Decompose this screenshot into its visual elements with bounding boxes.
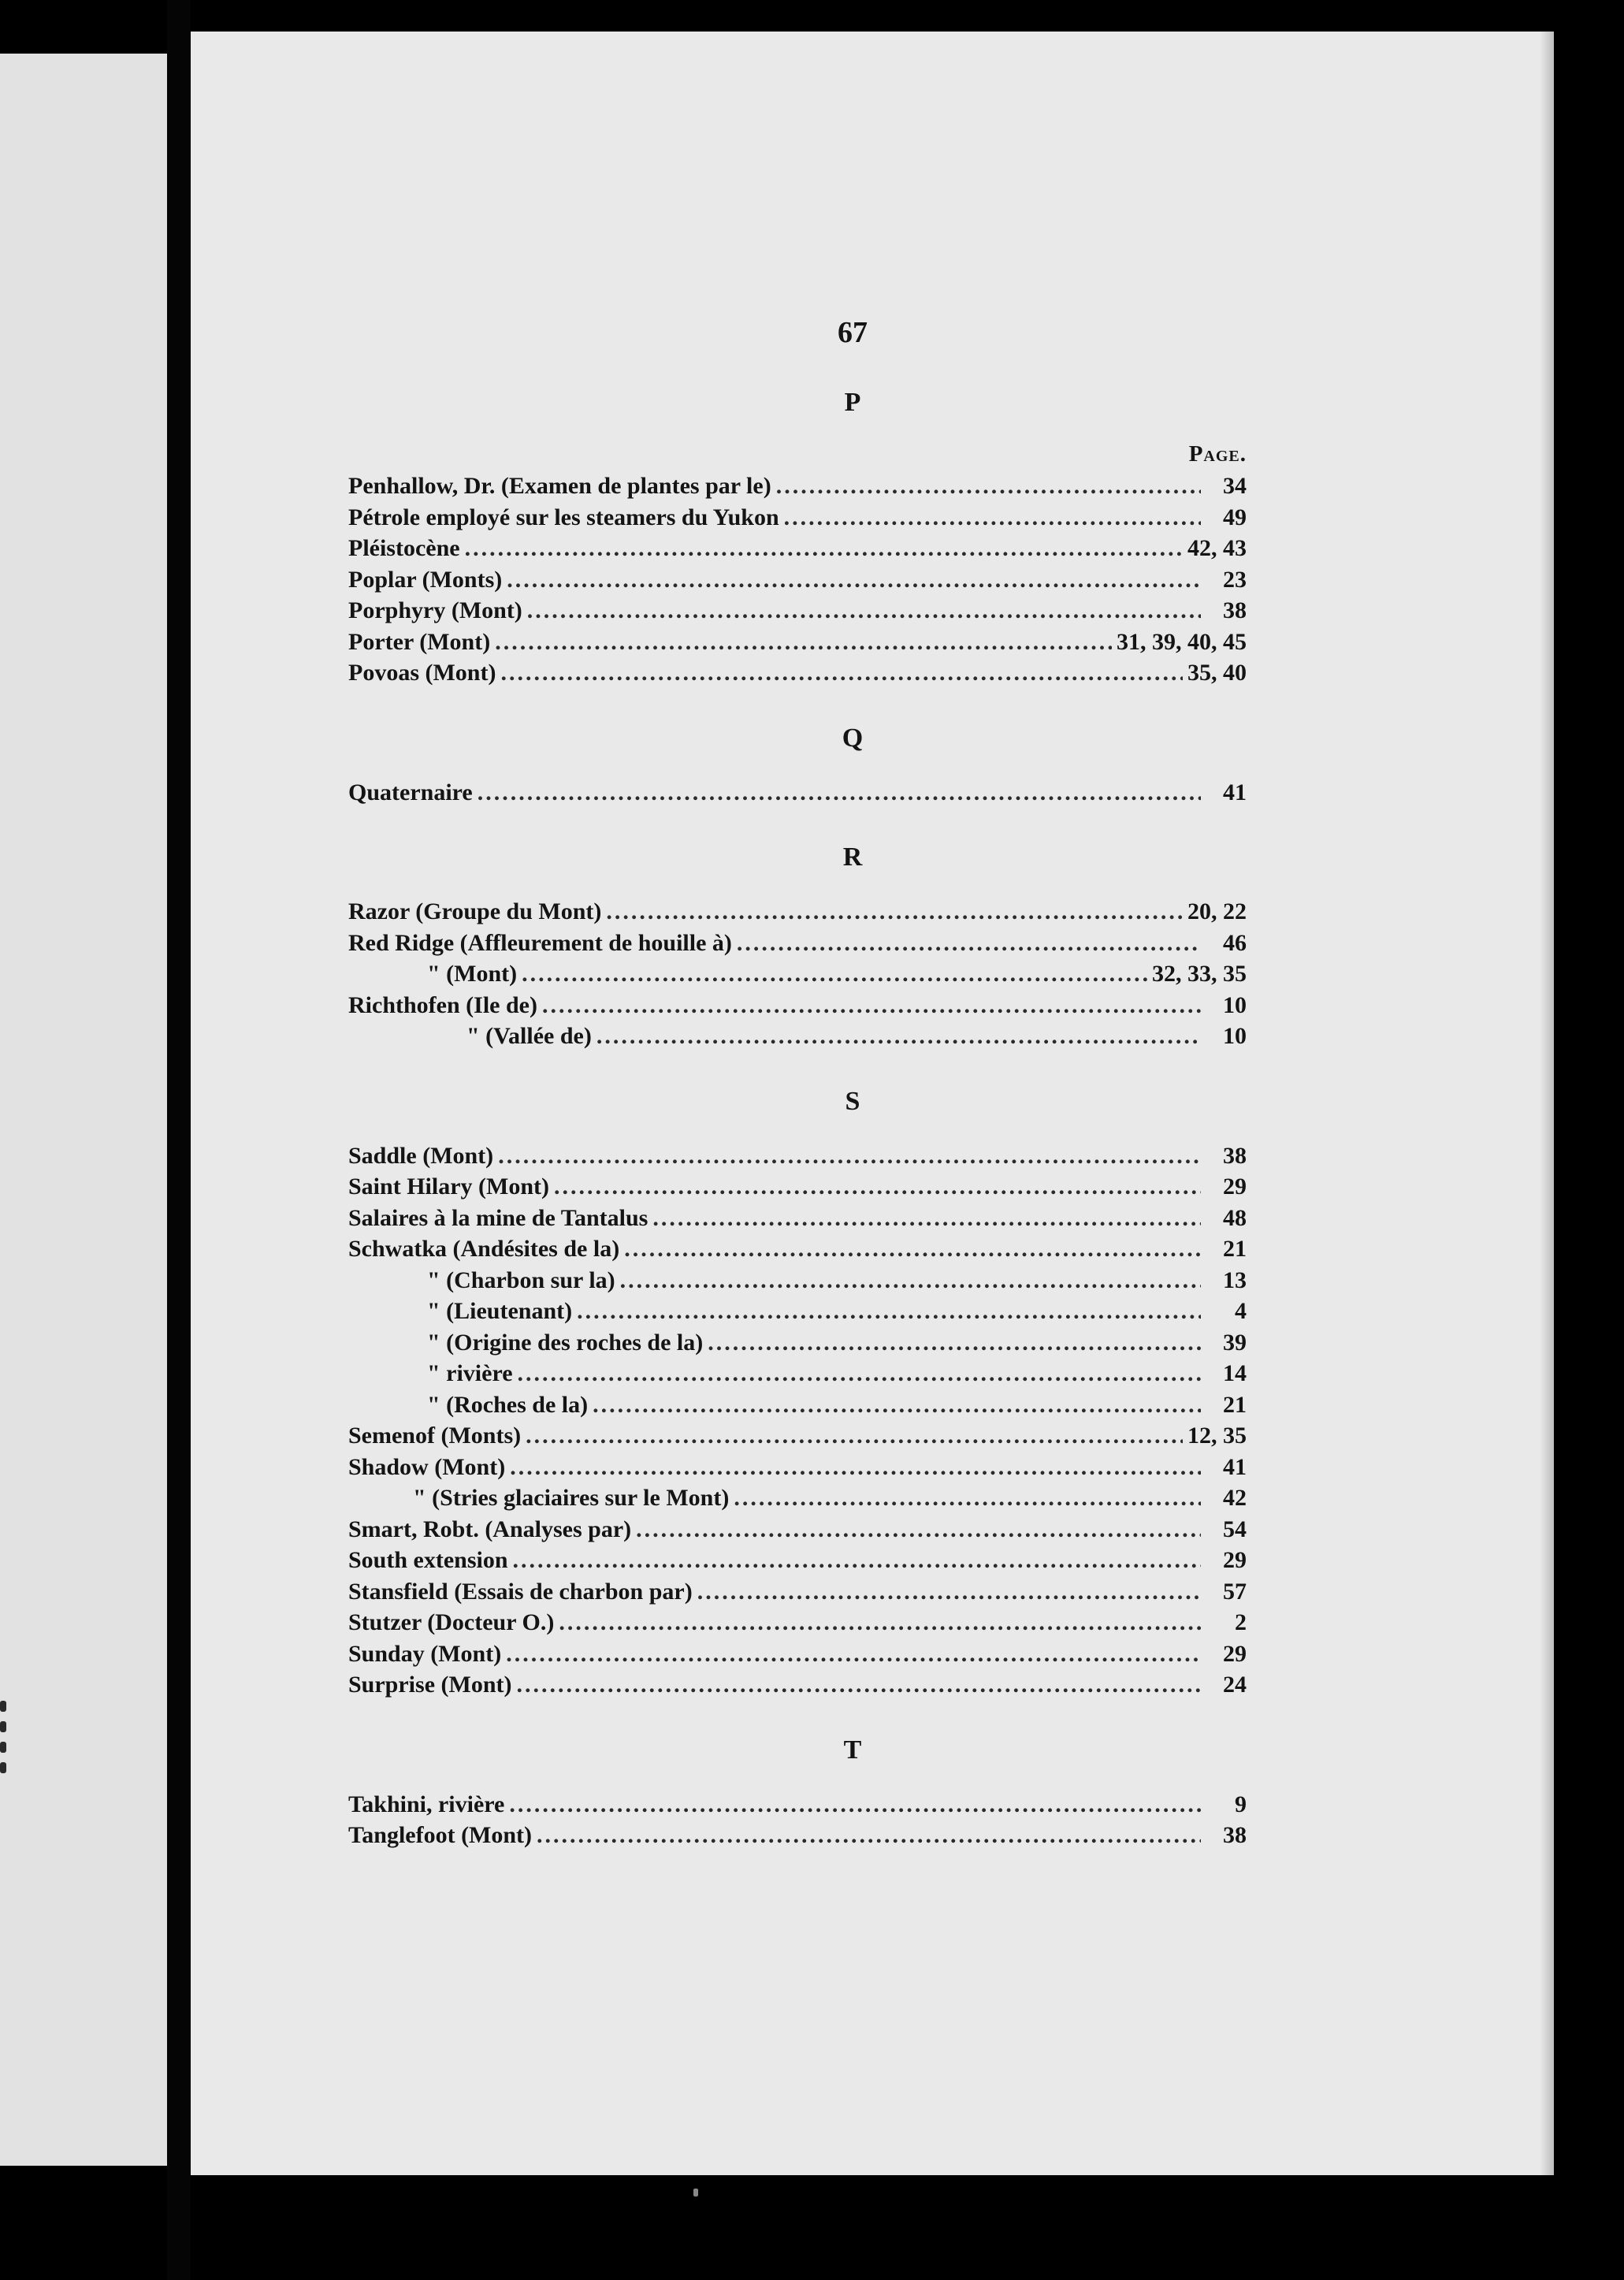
index-page: [191, 32, 1554, 2175]
index-entry: [348, 1389, 1247, 1421]
leader-dots: [596, 1021, 1201, 1052]
index-entry: [348, 1669, 1247, 1701]
index-entry: [348, 1420, 1247, 1452]
index-entry: [348, 533, 1247, 564]
leader-dots: [513, 1545, 1201, 1576]
entry-pages: 38: [1223, 597, 1247, 623]
entry-pages: 4: [1235, 1298, 1247, 1324]
entry-label: " (Charbon sur la): [427, 1266, 615, 1293]
leader-dots: [652, 1203, 1201, 1234]
entry-label: Takhini, rivière: [348, 1791, 505, 1817]
left-page-edge: [0, 54, 167, 2166]
leader-dots: [737, 928, 1201, 959]
section-letter-q: Q: [842, 723, 864, 753]
leader-dots: [498, 1140, 1201, 1172]
leader-dots: [527, 595, 1201, 627]
leader-dots: [478, 777, 1201, 809]
page-number: 67: [838, 316, 868, 349]
entry-label: Povoas (Mont): [348, 660, 496, 686]
entry-label: Red Ridge (Affleurement de houille à): [348, 929, 732, 956]
entry-label: Richthofen (Ile de): [348, 991, 537, 1018]
entry-label: " (Origine des roches de la): [427, 1329, 704, 1356]
entry-label: Sunday (Mont): [348, 1640, 502, 1667]
entry-label: Saint Hilary (Mont): [348, 1173, 549, 1200]
entry-label: " (Mont): [427, 961, 518, 987]
leader-dots: [495, 627, 1112, 658]
entry-pages: 21: [1223, 1391, 1247, 1418]
entry-pages: 39: [1223, 1329, 1247, 1356]
entry-pages: 10: [1223, 991, 1247, 1018]
leader-dots: [465, 533, 1183, 564]
index-sections: [348, 388, 1247, 1865]
entry-label: Porter (Mont): [348, 628, 491, 655]
entry-pages: 24: [1223, 1672, 1247, 1698]
leader-dots: [559, 1607, 1201, 1638]
entry-label: Porphyry (Mont): [348, 597, 522, 623]
index-entry: [348, 471, 1247, 502]
entry-pages: 23: [1223, 566, 1247, 593]
index-entry: [348, 1171, 1247, 1203]
entry-pages: 41: [1223, 779, 1247, 805]
leader-dots: [516, 1669, 1201, 1701]
entry-label: Stutzer (Docteur O.): [348, 1609, 555, 1635]
entry-pages: 42, 43: [1187, 535, 1247, 561]
leader-dots: [620, 1265, 1201, 1296]
leader-dots: [577, 1296, 1201, 1327]
index-entry: [348, 1296, 1247, 1327]
entry-pages: 2: [1235, 1609, 1247, 1635]
index-entry: [348, 958, 1247, 990]
index-entry: [348, 564, 1247, 596]
index-entry: [348, 1638, 1247, 1670]
entry-label: Surprise (Mont): [348, 1672, 512, 1698]
leader-dots: [542, 990, 1201, 1021]
entry-label: Smart, Robt. (Analyses par): [348, 1516, 632, 1542]
entry-pages: 21: [1223, 1236, 1247, 1262]
entry-label: Quaternaire: [348, 779, 473, 805]
entry-pages: 29: [1223, 1173, 1247, 1200]
entry-pages: 48: [1223, 1204, 1247, 1231]
index-entry: [348, 1203, 1247, 1234]
index-entry: [348, 595, 1247, 627]
section-letter-r: R: [842, 842, 863, 872]
leader-dots: [784, 502, 1201, 534]
index-entry: [348, 1327, 1247, 1359]
leader-dots: [522, 958, 1147, 990]
entry-label: Penhallow, Dr. (Examen de plantes par le): [348, 473, 771, 499]
index-entry: [348, 896, 1247, 928]
index-entry: [348, 1021, 1247, 1052]
entry-pages: 32, 33, 35: [1152, 961, 1247, 987]
leader-dots: [697, 1576, 1201, 1608]
leader-dots: [776, 471, 1201, 502]
entry-pages: 20, 22: [1187, 898, 1247, 924]
leader-dots: [606, 896, 1183, 928]
entry-label: Schwatka (Andésites de la): [348, 1236, 620, 1262]
entry-pages: 41: [1223, 1453, 1247, 1480]
entry-label: " (Roches de la): [427, 1391, 589, 1418]
entry-pages: 49: [1223, 504, 1247, 530]
index-entry: [348, 1514, 1247, 1545]
index-entry: [348, 1452, 1247, 1483]
leader-dots: [518, 1358, 1201, 1389]
entry-pages: 34: [1223, 473, 1247, 499]
index-entry: [348, 657, 1247, 689]
entry-pages: 46: [1223, 929, 1247, 956]
index-entry: [348, 1233, 1247, 1265]
entry-label: " (Lieutenant): [427, 1298, 573, 1324]
leader-dots: [509, 1789, 1201, 1821]
page-speck: [693, 2189, 698, 2196]
entry-pages: 13: [1223, 1266, 1247, 1293]
leader-dots: [708, 1327, 1201, 1359]
leader-dots: [526, 1420, 1183, 1452]
entry-label: Salaires à la mine de Tantalus: [348, 1204, 648, 1231]
entry-pages: 14: [1223, 1360, 1247, 1386]
index-entry: [348, 1265, 1247, 1296]
entry-label: Pétrole employé sur les steamers du Yukon: [348, 504, 779, 530]
section-letter-s: S: [845, 1086, 860, 1116]
entry-label: Shadow (Mont): [348, 1453, 506, 1480]
index-entry: [348, 928, 1247, 959]
entry-pages: 10: [1223, 1023, 1247, 1049]
index-entry: [348, 1789, 1247, 1821]
entry-pages: 29: [1223, 1640, 1247, 1667]
entry-pages: 29: [1223, 1547, 1247, 1573]
index-entry: [348, 777, 1247, 809]
index-entry: [348, 1820, 1247, 1851]
entry-label: Poplar (Monts): [348, 566, 503, 593]
leader-dots: [593, 1389, 1201, 1421]
entry-label: " (Vallée de): [466, 1023, 592, 1049]
entry-label: " (Stries glaciaires sur le Mont): [413, 1485, 730, 1511]
entry-label: Stansfield (Essais de charbon par): [348, 1578, 693, 1605]
entry-label: Razor (Groupe du Mont): [348, 898, 602, 924]
entry-pages: 38: [1223, 1142, 1247, 1169]
index-entry: [348, 1576, 1247, 1608]
entry-label: Saddle (Mont): [348, 1142, 494, 1169]
entry-label: " rivière: [427, 1360, 513, 1386]
leader-dots: [734, 1482, 1201, 1514]
leader-dots: [506, 1638, 1201, 1670]
leader-dots: [537, 1820, 1201, 1851]
index-entry: [348, 627, 1247, 658]
entry-pages: 57: [1223, 1578, 1247, 1605]
entry-pages: 38: [1223, 1822, 1247, 1848]
entry-pages: 31, 39, 40, 45: [1117, 628, 1247, 655]
entry-label: South extension: [348, 1547, 508, 1573]
entry-pages: 12, 35: [1187, 1423, 1247, 1449]
leader-dots: [624, 1233, 1201, 1265]
index-entry: [348, 1607, 1247, 1638]
section-letter-p: P: [844, 388, 861, 417]
leader-dots: [500, 657, 1183, 689]
leader-dots: [636, 1514, 1201, 1545]
index-entry: [348, 1140, 1247, 1172]
index-entry: [348, 1482, 1247, 1514]
index-content: [348, 315, 1247, 1865]
left-page-margin-marks: [0, 1701, 8, 1783]
entry-pages: 42: [1223, 1485, 1247, 1511]
leader-dots: [554, 1171, 1201, 1203]
entry-pages: 54: [1223, 1516, 1247, 1542]
index-entry: [348, 502, 1247, 534]
book-gutter: [167, 0, 191, 2280]
index-entry: [348, 1545, 1247, 1576]
leader-dots: [507, 564, 1201, 596]
entry-label: Semenof (Monts): [348, 1423, 522, 1449]
section-letter-t: T: [843, 1735, 862, 1765]
entry-pages: 35, 40: [1187, 660, 1247, 686]
entry-pages: 9: [1235, 1791, 1247, 1817]
entry-label: Pléistocène: [348, 535, 460, 561]
page-column-heading: Page.: [1188, 441, 1247, 467]
leader-dots: [510, 1452, 1201, 1483]
index-entry: [348, 990, 1247, 1021]
entry-label: Tanglefoot (Mont): [348, 1822, 533, 1848]
index-entry: [348, 1358, 1247, 1389]
